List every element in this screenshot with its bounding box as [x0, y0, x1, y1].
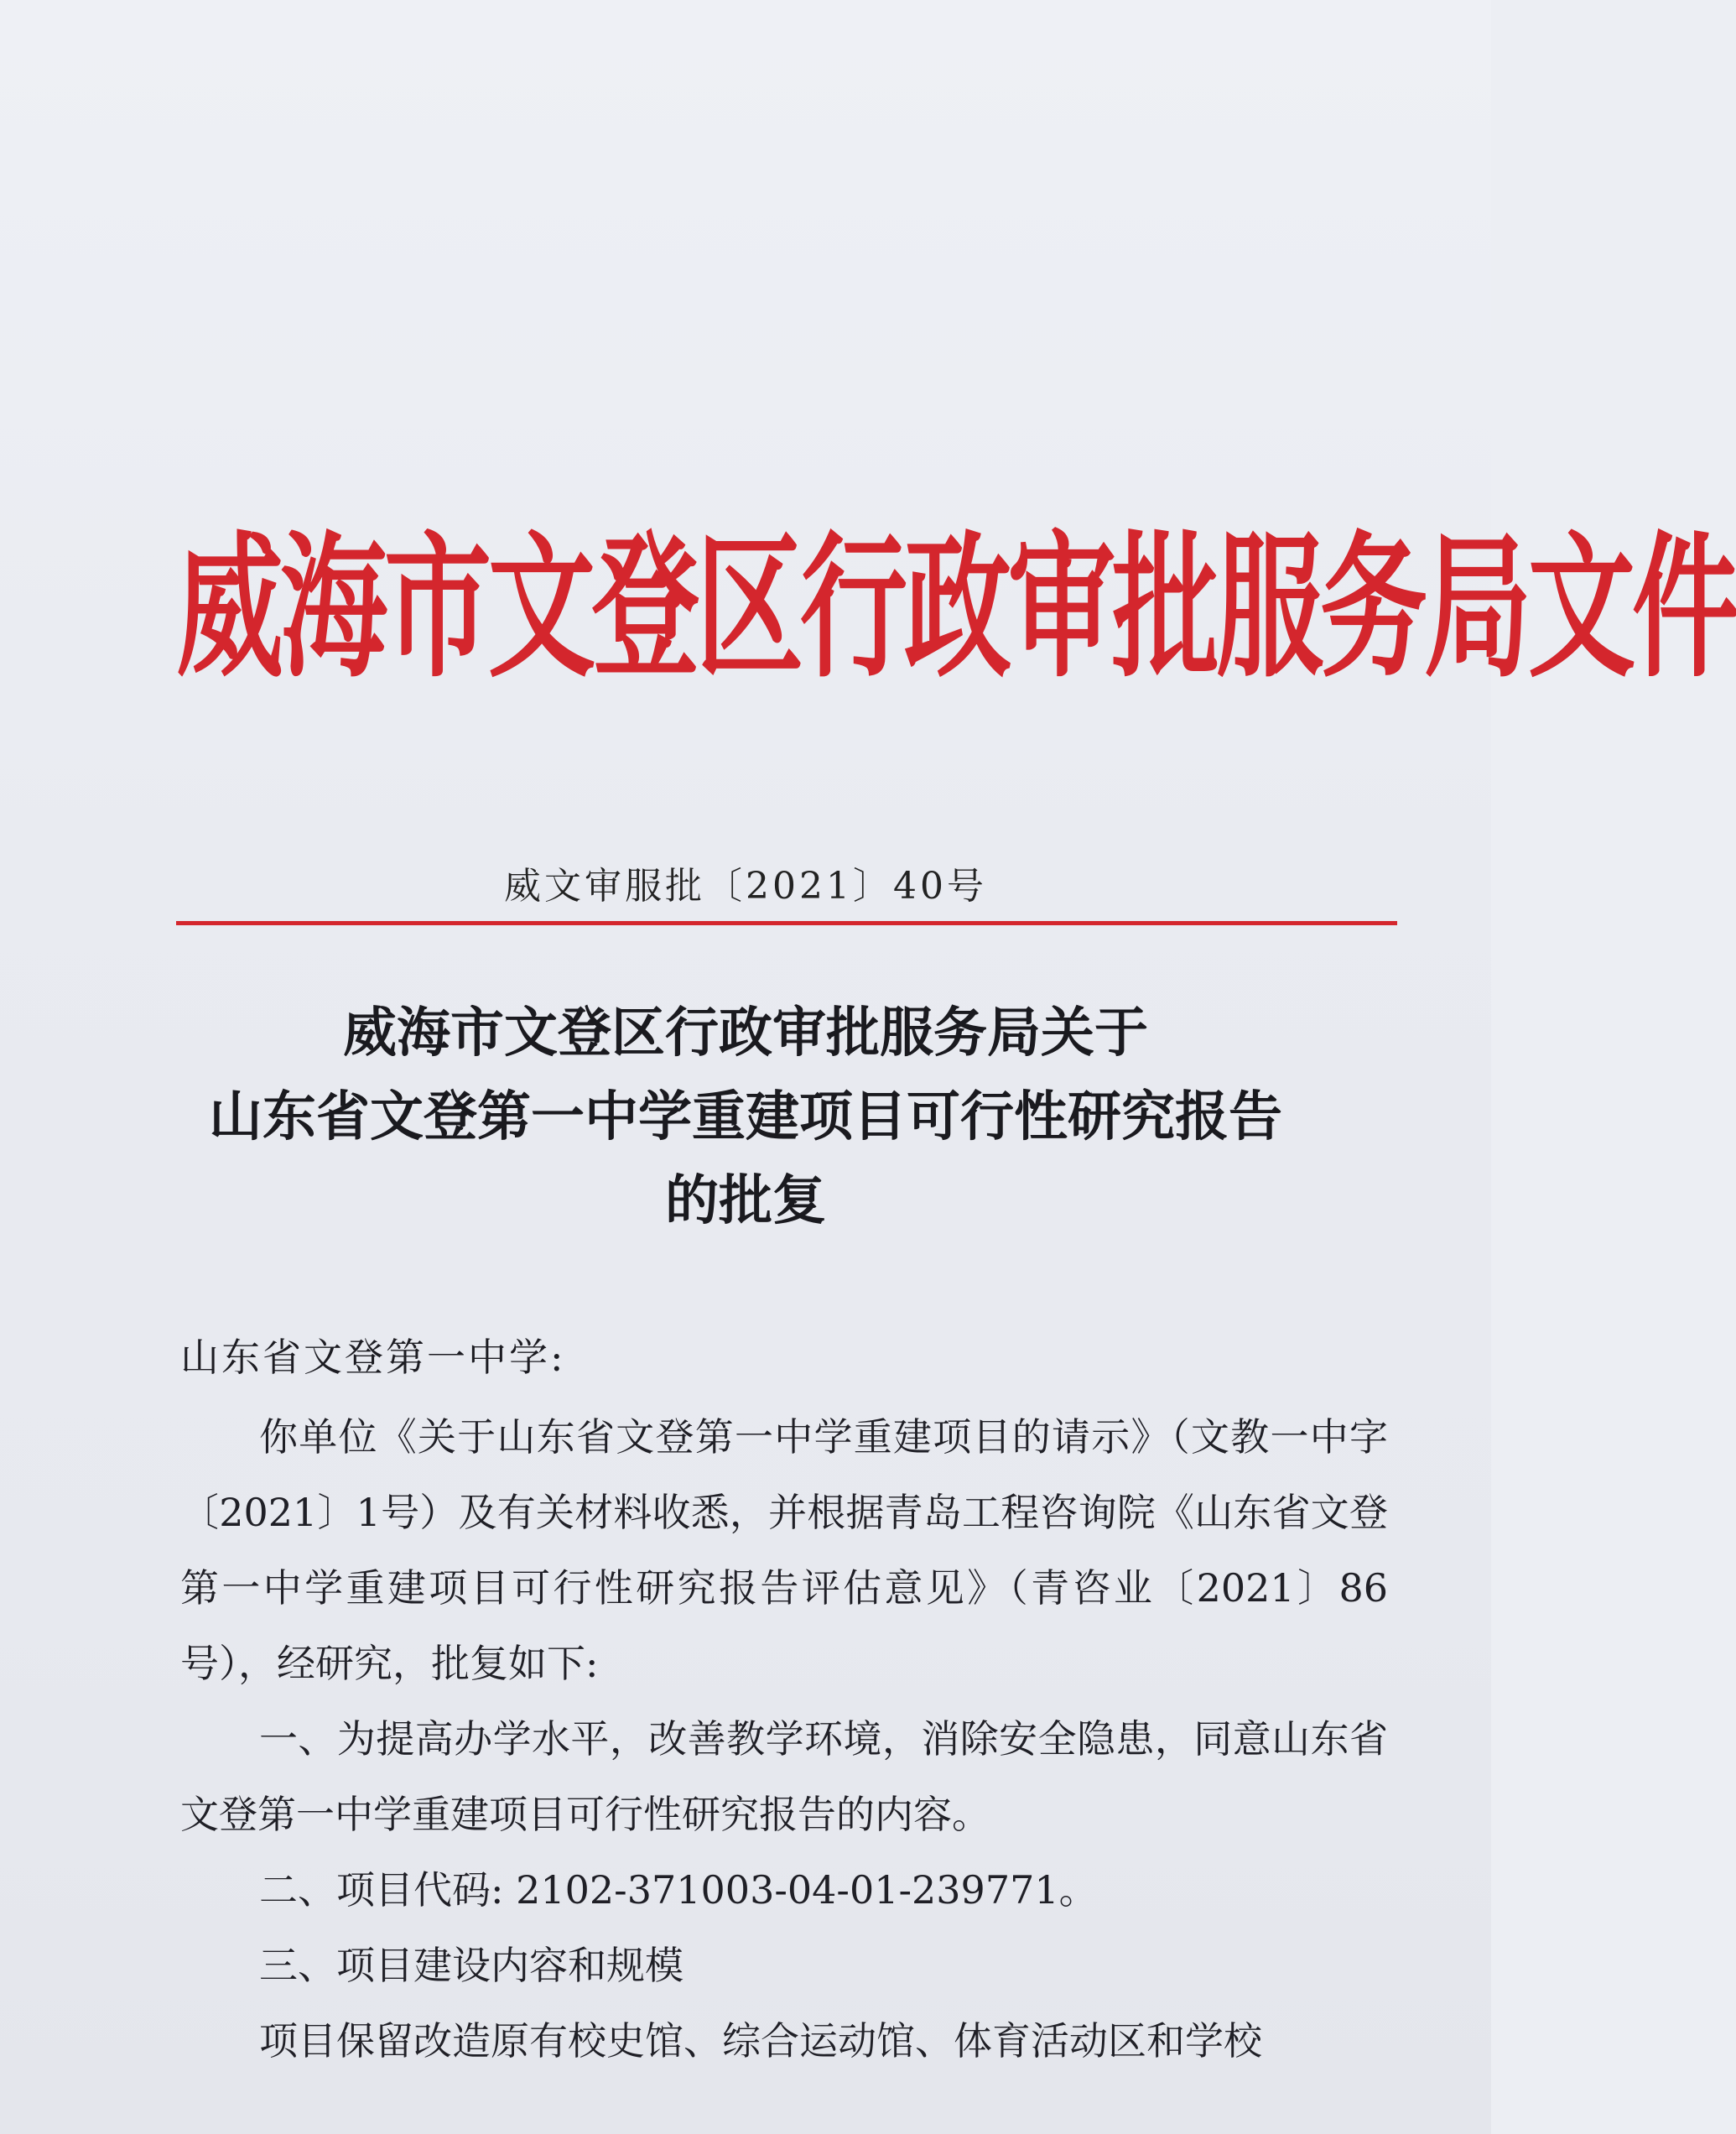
body-paragraph-3: 二、项目代码: 2102-371003-04-01-239771。 — [259, 1867, 1098, 1913]
header-red-rule — [176, 921, 1397, 925]
body-paragraph-5: 项目保留改造原有校史馆、综合运动馆、体育活动区和学校 — [259, 2018, 1262, 2064]
title-line-3: 的批复 — [665, 1170, 826, 1232]
body-paragraph-4: 三、项目建设内容和规模 — [259, 1943, 683, 1988]
title-line-1: 威海市文登区行政审批服务局关于 — [343, 1002, 1148, 1064]
document-number: 威文审服批〔2021〕40号 — [504, 865, 987, 908]
document-body — [180, 1399, 1388, 2079]
body-paragraph-2: 一、为提高办学水平，改善教学环境，消除安全隐患，同意山东省文登第一中学重建项目可行性研究报告的内容。 — [180, 1716, 1388, 1837]
addressee: 山东省文登第一中学: — [180, 1335, 566, 1380]
issuing-org-header: 威海市文登区行政审批服务局文件 — [176, 517, 1736, 700]
document-title — [126, 992, 1365, 1243]
bleed-through-texture — [185, 196, 1426, 275]
body-paragraph-1: 你单位《关于山东省文登第一中学重建项目的请示》（文教一中字〔2021〕1号）及有关材料收悉，并根据青岛工程咨询院《山东省文登第一中学重建项目可行性研究报告评估意见》（青咨业〔2021〕86号），经研究，批复如下: — [180, 1414, 1388, 1686]
bleed-through-texture — [185, 117, 1426, 196]
title-line-2: 山东省文登第一中学重建项目可行性研究报告 — [209, 1086, 1282, 1148]
